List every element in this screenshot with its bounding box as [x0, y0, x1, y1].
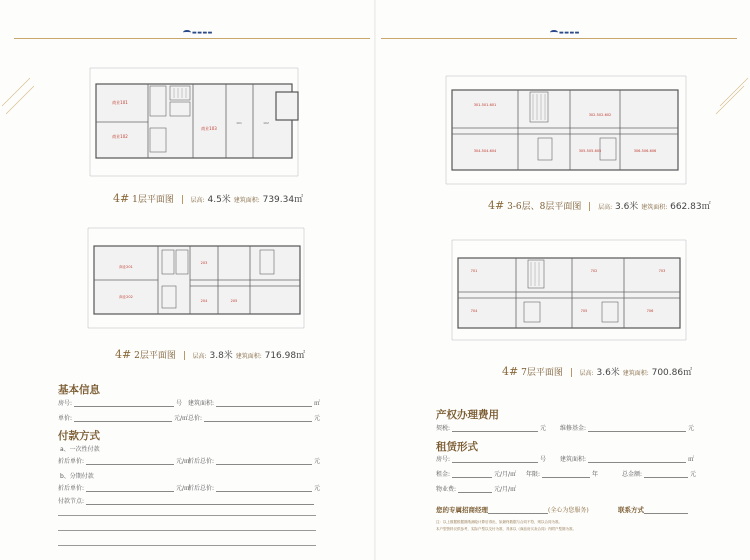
- room-label: 306-506-606: [633, 149, 657, 153]
- discount-total-field[interactable]: [216, 485, 312, 492]
- deed-tax-field[interactable]: [452, 425, 538, 432]
- gold-rule: [381, 38, 737, 39]
- contact-label: 联系方式: [618, 506, 644, 514]
- discount-total-field[interactable]: [216, 458, 312, 465]
- floor-plan-7f: [444, 236, 694, 346]
- payment-nodes-row: [58, 496, 316, 505]
- room-label: 703: [658, 269, 666, 273]
- lease-house-no-row: [436, 454, 546, 463]
- yuan-unit: 元: [688, 425, 695, 432]
- total-price-label: 总价:: [188, 415, 203, 422]
- year-unit: 年: [592, 471, 599, 478]
- discount-unit-price-row-b: [58, 483, 190, 492]
- room-label: 305-505-605: [578, 149, 602, 153]
- room-label: 商业103: [201, 126, 217, 131]
- house-no-label: 房号:: [58, 400, 73, 407]
- price-unit: 元/㎡: [174, 415, 189, 422]
- room-label: 702: [590, 269, 598, 273]
- plan-name: 2层平面图: [134, 351, 176, 361]
- consultant-row: [436, 505, 589, 514]
- house-no-unit: 号: [176, 400, 183, 407]
- build-area-label: 建筑面积:: [188, 400, 215, 407]
- rent-field[interactable]: [452, 471, 492, 478]
- payment-nodes-line-3[interactable]: [58, 530, 316, 531]
- decorative-gold-lines: [715, 60, 750, 120]
- plan-name: 7层平面图: [521, 368, 563, 378]
- total-price-field[interactable]: [204, 415, 312, 422]
- price-unit: 元/㎡: [176, 458, 191, 465]
- room-label: 701: [470, 269, 478, 273]
- yuan-unit: 元: [314, 458, 321, 465]
- consultant-note: (全心为您服务): [548, 507, 589, 514]
- payment-title: 付款方式: [58, 430, 100, 442]
- floor-area: 700.86㎡: [651, 368, 693, 378]
- rent-unit: 元/月/㎡: [494, 471, 517, 478]
- maintenance-fund-label: 维修基金:: [560, 425, 587, 432]
- deed-tax-label: 契税:: [436, 425, 451, 432]
- payment-nodes-label: 付款节点:: [58, 498, 85, 505]
- height-label: 层高:: [192, 353, 207, 360]
- caption-divider: [184, 351, 185, 360]
- room-label: 102: [263, 121, 269, 125]
- area-unit: ㎡: [688, 456, 695, 463]
- page-fold: [374, 0, 376, 560]
- payment-option-a: a、一次性付款: [60, 446, 100, 453]
- unit-price-label: 单价:: [58, 415, 73, 422]
- area-label: 建筑面积:: [641, 204, 668, 211]
- lease-build-area-field[interactable]: [588, 456, 686, 463]
- consultant-field[interactable]: [488, 507, 548, 514]
- logo-mark-icon: [550, 30, 558, 35]
- discount-unit-price-row-a: [58, 456, 190, 465]
- property-fee-label: 物业费:: [436, 486, 457, 493]
- house-no-unit: 号: [540, 456, 547, 463]
- room-label: 301-501-601: [473, 103, 497, 107]
- consultant-label: 您的专属招商经理: [436, 506, 488, 514]
- room-label: 205: [230, 299, 238, 303]
- floor-plan-2f: [78, 224, 314, 336]
- footnote-1: 注：以上数据根据图纸测绘计算后得出，如最终数据与合同不符，则以合同为准。: [436, 520, 562, 524]
- maintenance-fund-field[interactable]: [588, 425, 686, 432]
- floor-plan-3-6-8f: [440, 72, 692, 190]
- rent-label: 租金:: [436, 471, 451, 478]
- term-label: 年限:: [526, 471, 541, 478]
- deed-tax-row: [436, 423, 546, 432]
- caption-divider: [182, 195, 183, 204]
- basic-info-title: 基本信息: [58, 384, 100, 396]
- gold-rule: [14, 38, 370, 39]
- brand-logo: ▬▬▬▬: [183, 30, 213, 36]
- property-management-fee-row: [436, 484, 516, 493]
- caption-divider: [589, 202, 590, 211]
- area-unit: ㎡: [314, 400, 321, 407]
- build-area-label: 建筑面积:: [560, 456, 587, 463]
- room-label: 302-502-602: [588, 113, 612, 117]
- area-label: 建筑面积:: [622, 370, 649, 377]
- discount-total-label: 折后总价:: [188, 458, 215, 465]
- area-label: 建筑面积:: [233, 197, 260, 204]
- plan-name: 3-6层、8层平面图: [507, 202, 582, 212]
- discount-unit-price-label: 折后单价:: [58, 485, 85, 492]
- payment-option-b: b、分期付款: [60, 473, 94, 480]
- lease-house-no-field[interactable]: [452, 456, 538, 463]
- building-number: 4#: [115, 348, 132, 361]
- room-label: 204: [200, 299, 208, 303]
- house-number-row: [58, 398, 182, 407]
- contact-field[interactable]: [644, 507, 688, 514]
- decorative-gold-lines: [0, 60, 40, 120]
- room-label: 商业201: [119, 265, 133, 269]
- yuan-unit: 元: [690, 471, 697, 478]
- build-area-field[interactable]: [216, 400, 312, 407]
- building-number: 4#: [488, 199, 505, 212]
- total-amount-label: 总金额:: [622, 471, 643, 478]
- term-row: [526, 469, 598, 478]
- floor-height: 3.6米: [614, 202, 639, 212]
- build-area-row: [188, 398, 320, 407]
- property-fee-field[interactable]: [458, 486, 492, 493]
- plan-caption-2f: [115, 348, 305, 361]
- discount-unit-price-field[interactable]: [86, 485, 174, 492]
- payment-nodes-field[interactable]: [86, 498, 314, 505]
- plan-caption-1f: [113, 192, 303, 205]
- payment-nodes-line-4[interactable]: [58, 545, 316, 546]
- floor-area: 662.83㎡: [670, 202, 711, 212]
- floor-area: 716.98㎡: [264, 351, 306, 361]
- floor-height: 3.8米: [209, 351, 233, 361]
- contact-row: [618, 505, 688, 514]
- height-label: 层高:: [598, 204, 613, 211]
- yuan-unit: 元: [314, 485, 321, 492]
- house-no-label: 房号:: [436, 456, 451, 463]
- yuan-unit: 元: [314, 415, 321, 422]
- lease-build-area-row: [560, 454, 694, 463]
- plan-caption-3-6-8f: [488, 199, 711, 212]
- lease-title: 租赁形式: [436, 441, 478, 453]
- floor-height: 4.5米: [207, 195, 231, 205]
- height-label: 层高:: [190, 197, 205, 204]
- price-unit: 元/㎡: [176, 485, 191, 492]
- plan-caption-7f: [502, 365, 692, 378]
- term-field[interactable]: [542, 471, 590, 478]
- plan-name: 1层平面图: [132, 195, 174, 205]
- brand-logo: ▬▬▬▬: [550, 30, 580, 36]
- area-label: 建筑面积:: [235, 353, 262, 360]
- room-label: 商业101: [112, 100, 128, 105]
- room-label: 商业102: [112, 134, 128, 139]
- room-label: 304-504-604: [473, 149, 497, 153]
- total-amount-field[interactable]: [644, 471, 688, 478]
- discount-unit-price-label: 折后单价:: [58, 458, 85, 465]
- room-label: 商业202: [119, 295, 133, 299]
- house-no-field[interactable]: [74, 400, 174, 407]
- footnote-2: 本户型资料仅供参考，实际户型以交付为准，具体以《商品房买卖合同》内附户型图为准。: [436, 527, 576, 531]
- height-label: 层高:: [579, 370, 594, 377]
- yuan-unit: 元: [540, 425, 547, 432]
- property-fee-title: 产权办理费用: [436, 409, 499, 421]
- room-label: 706: [646, 309, 654, 313]
- unit-price-row: [58, 413, 188, 422]
- fee-unit: 元/月/㎡: [494, 486, 517, 493]
- maintenance-fund-row: [560, 423, 694, 432]
- building-number: 4#: [113, 192, 130, 205]
- payment-nodes-line-2[interactable]: [58, 515, 316, 516]
- rent-row: [436, 469, 516, 478]
- discount-total-row-b: [188, 483, 320, 492]
- unit-price-field[interactable]: [74, 415, 172, 422]
- total-price-row: [188, 413, 320, 422]
- room-label: 704: [470, 309, 478, 313]
- floor-height: 3.6米: [596, 368, 620, 378]
- logo-mark-icon: [183, 30, 191, 35]
- room-label: 705: [580, 309, 588, 313]
- floor-plan-1f: [78, 62, 308, 182]
- room-label: 203: [200, 261, 208, 265]
- discount-total-row-a: [188, 456, 320, 465]
- room-label: 101: [236, 121, 242, 125]
- caption-divider: [571, 368, 572, 377]
- lease-total-row: [622, 469, 696, 478]
- discount-unit-price-field[interactable]: [86, 458, 174, 465]
- floor-area: 739.34㎡: [262, 195, 304, 205]
- building-number: 4#: [502, 365, 519, 378]
- discount-total-label: 折后总价:: [188, 485, 215, 492]
